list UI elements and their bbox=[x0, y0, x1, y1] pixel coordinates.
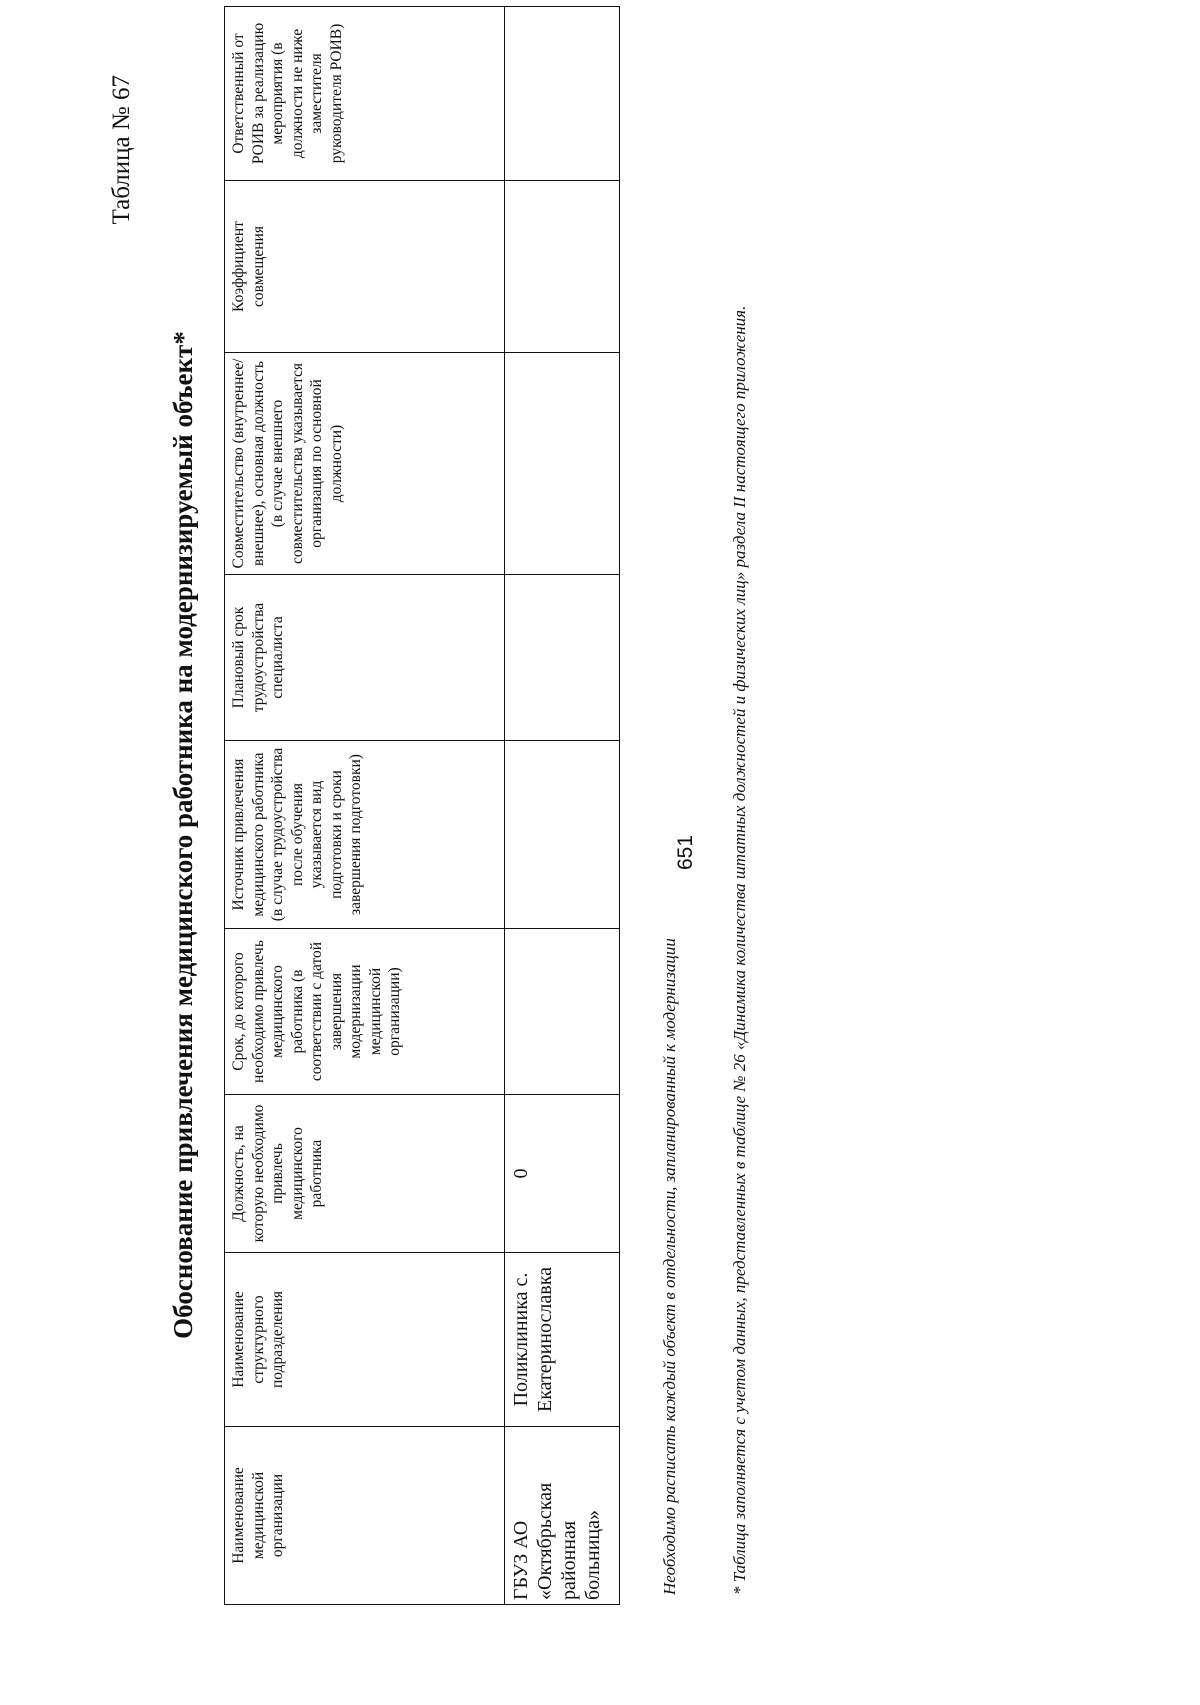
table-cell bbox=[505, 353, 620, 575]
column-header: Наименование структурного подразделения bbox=[225, 1253, 505, 1427]
table-cell: 0 bbox=[505, 1095, 620, 1253]
page-number: 651 bbox=[674, 834, 697, 871]
table-cell bbox=[505, 741, 620, 929]
column-header: Срок, до которого необходимо привлечь медицинского работника (в соответствии с датой завершения модернизации медицинской организации) bbox=[225, 929, 505, 1095]
column-header: Должность, на которую необходимо привлечь медицинского работника bbox=[225, 1095, 505, 1253]
table-cell bbox=[505, 575, 620, 741]
header-row bbox=[225, 7, 505, 1605]
table-cell bbox=[505, 181, 620, 353]
column-header: Коэффициент совмещения bbox=[225, 181, 505, 353]
table-cell bbox=[505, 929, 620, 1095]
table-cell: ГБУЗ АО «Октябрьская районная больница» bbox=[505, 1427, 620, 1605]
instruction-note: Необходимо расписать каждый объект в отдельности, запланированный к модернизации bbox=[660, 938, 679, 1595]
column-header: Плановый срок трудоустройства специалиста bbox=[225, 575, 505, 741]
document-title: Обоснование привлечения медицинского работника на модернизируемый объект* bbox=[168, 331, 198, 1339]
table-number: Таблица № 67 bbox=[108, 75, 135, 225]
column-header: Наименование медицинской организации bbox=[225, 1427, 505, 1605]
column-header: Совместительство (внутреннее/ внешнее), основная должность (в случае внешнего совместительства указывается организация по основной должности) bbox=[225, 353, 505, 575]
table-cell bbox=[505, 7, 620, 181]
table-cell: Поликлиника с. Екатеринославка bbox=[505, 1253, 620, 1427]
data-table bbox=[224, 6, 620, 1605]
column-header: Ответственный от РОИВ за реализацию мероприятия (в должности не ниже заместителя руководителя РОИВ) bbox=[225, 7, 505, 181]
column-header: Источник привлечения медицинского работника (в случае трудоустройства после обучения указывается вид подготовки и сроки завершения подготовки) bbox=[225, 741, 505, 929]
table-row bbox=[505, 7, 620, 1605]
footnote: * Таблица заполняется с учетом данных, представленных в таблице № 26 «Динамика количества штатных должностей и физических лиц» раздела II настоящего приложения. bbox=[730, 305, 749, 1595]
